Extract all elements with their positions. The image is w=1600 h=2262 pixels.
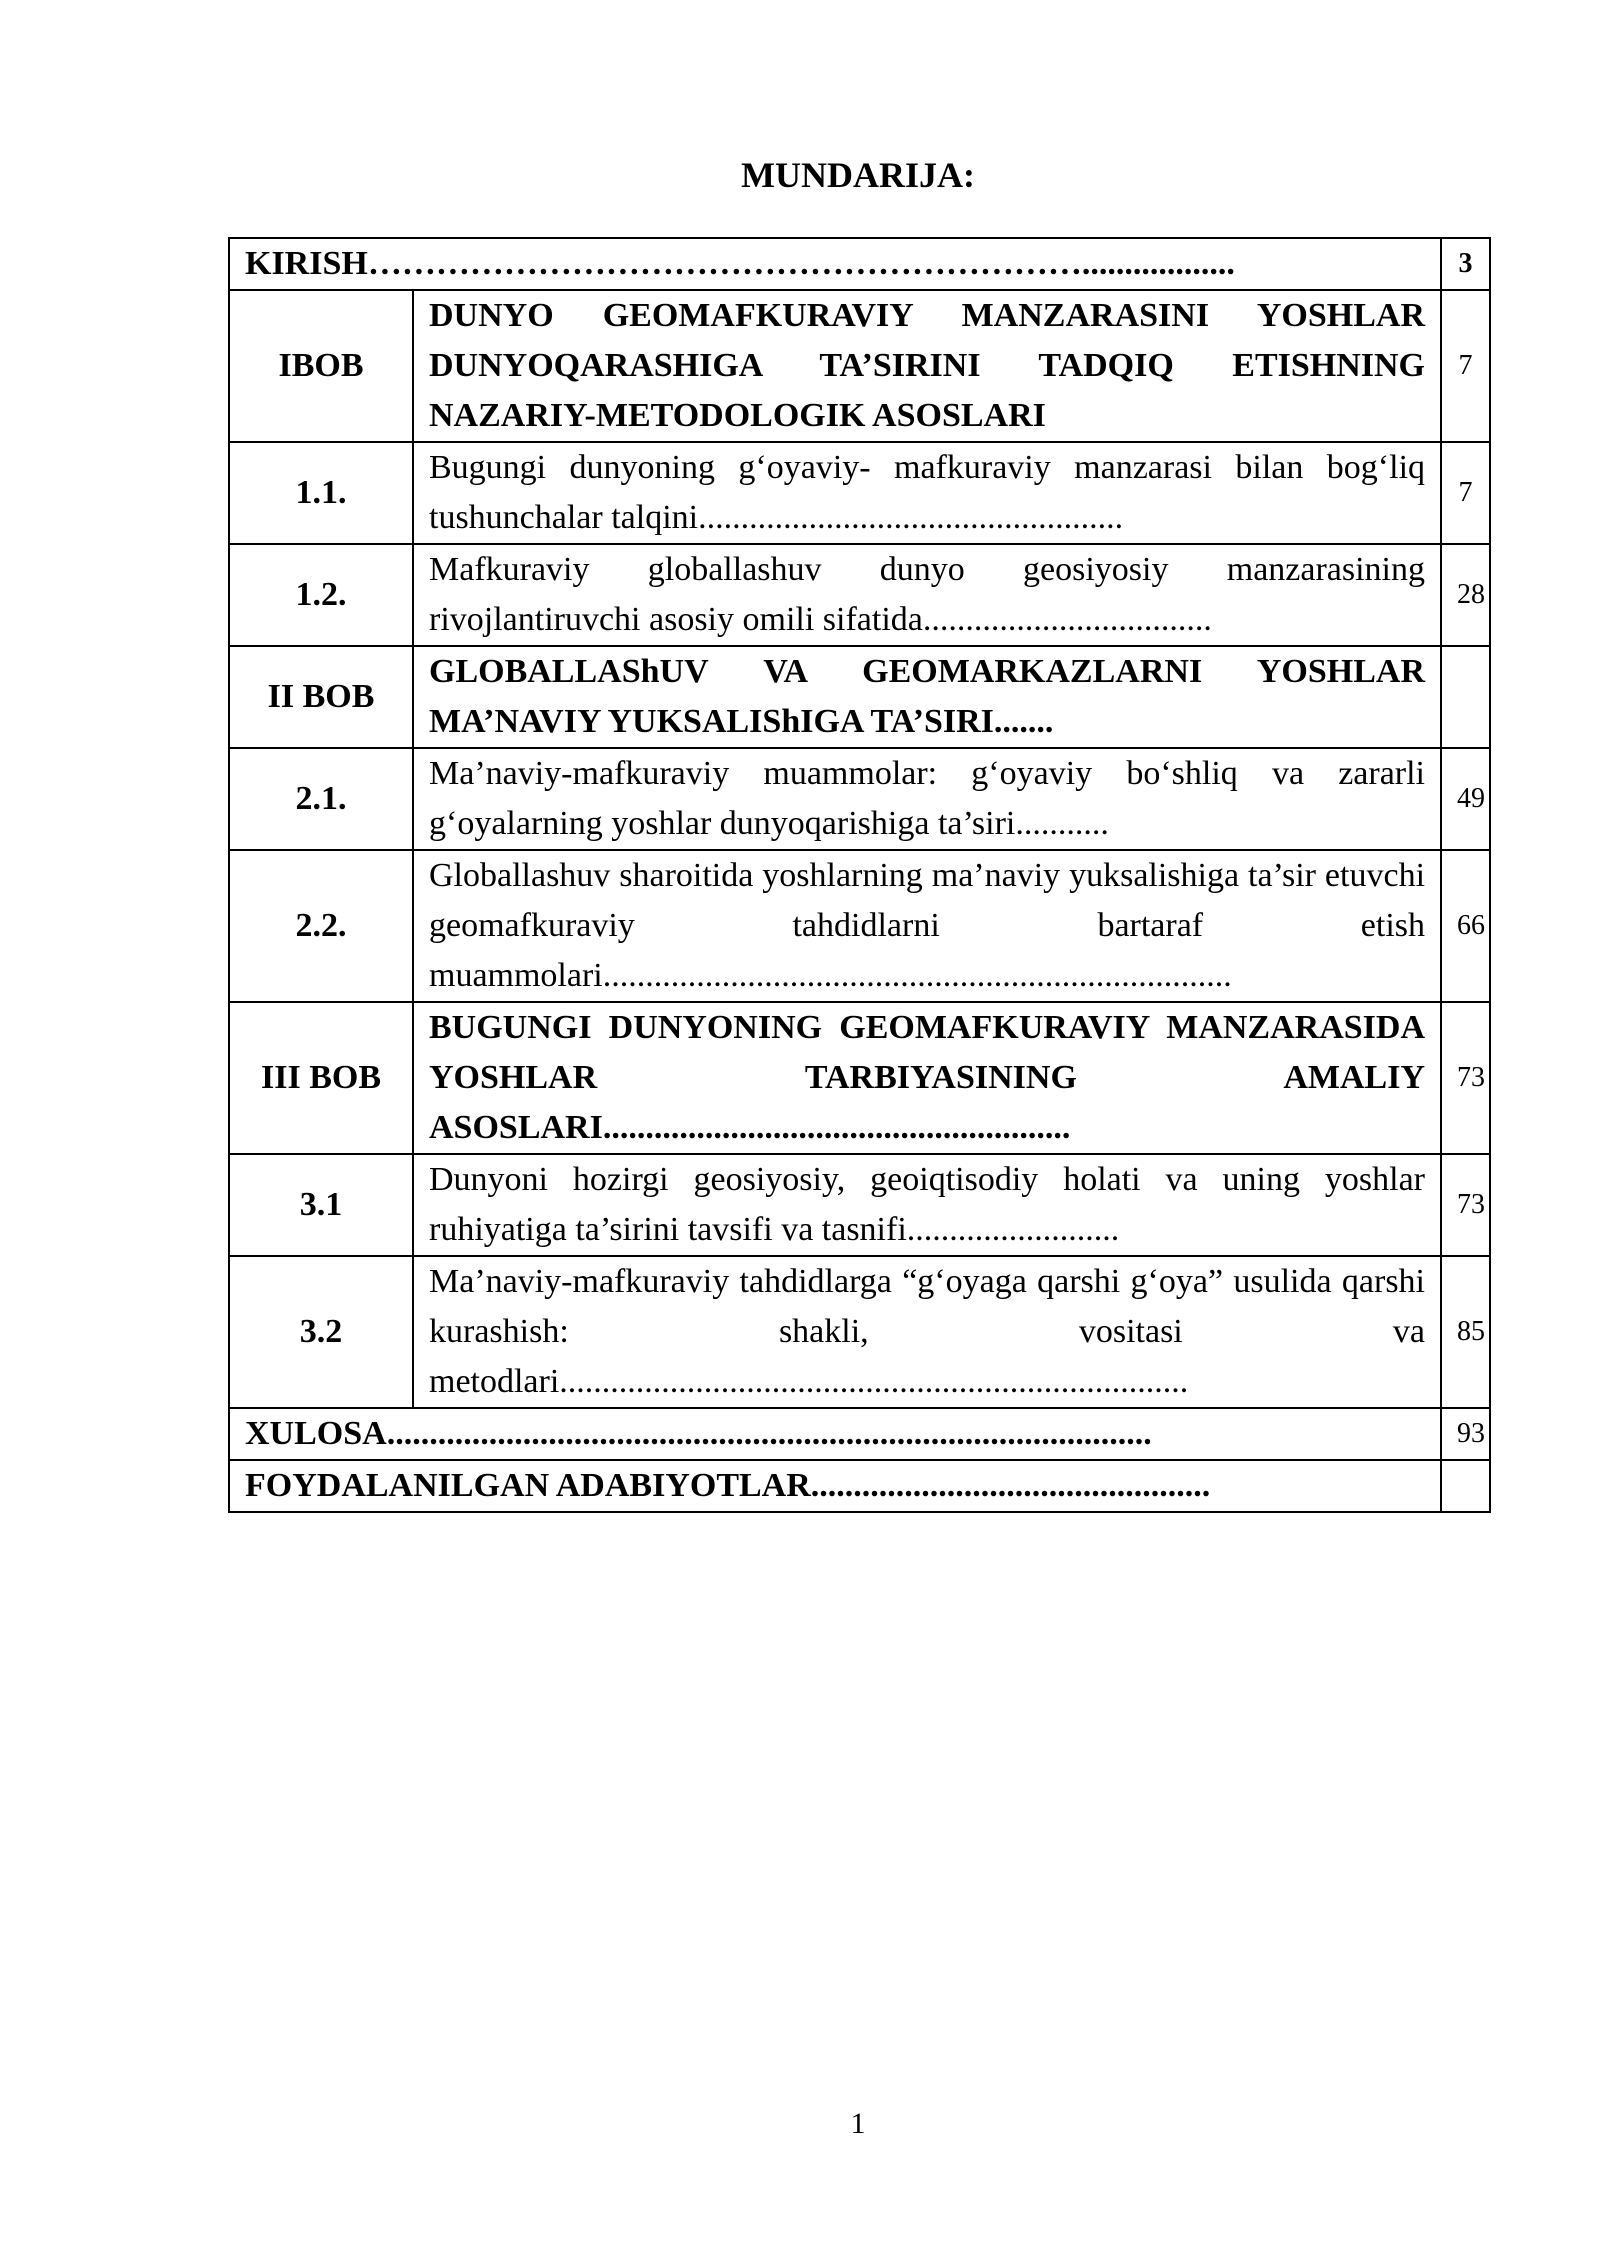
toc-section-number: III BOB — [229, 1002, 413, 1154]
toc-section-number: 2.2. — [229, 850, 413, 1002]
toc-row-section-1-1 — [229, 442, 1490, 544]
toc-entry-title: Ma’naviy-mafkuraviy muammolar: g‘oyaviy bo‘shliq va zararli g‘oyalarning yoshlar dunyoqarishiga ta’siri........... — [413, 748, 1441, 850]
toc-page-number — [1441, 1460, 1490, 1512]
toc-section-number: 1.1. — [229, 442, 413, 544]
toc-page-number: 73 — [1441, 1154, 1490, 1256]
toc-row-intro — [229, 238, 1490, 290]
toc-page-number: 93 — [1441, 1408, 1490, 1460]
toc-page-number: 3 — [1441, 238, 1490, 290]
toc-entry-title: FOYDALANILGAN ADABIYOTLAR............................................... — [229, 1460, 1441, 1512]
toc-section-number: 2.1. — [229, 748, 413, 850]
toc-section-number: 3.2 — [229, 1256, 413, 1408]
toc-entry-title: Ma’naviy-mafkuraviy tahdidlarga “g‘oyaga qarshi g‘oya” usulida qarshi kurashish: shakli, vositasi va metodlari.......................................................................... — [413, 1256, 1441, 1408]
toc-entry-title: KIRISH……………………………………………………….................. — [229, 238, 1441, 290]
toc-entry-title: XULOSA.......................................................................................... — [229, 1408, 1441, 1460]
toc-row-section-1-2 — [229, 544, 1490, 646]
toc-row-section-3-1 — [229, 1154, 1490, 1256]
toc-row-section-2-1 — [229, 748, 1490, 850]
toc-row-references — [229, 1460, 1490, 1512]
toc-row-section-2-2 — [229, 850, 1490, 1002]
table-of-contents — [228, 237, 1491, 1513]
toc-section-number: 1.2. — [229, 544, 413, 646]
toc-entry-title: GLOBALLAShUV VA GEOMARKAZLARNI YOSHLAR MA’NAVIY YUKSALIShIGA TA’SIRI....... — [413, 646, 1441, 748]
toc-entry-title: Dunyoni hozirgi geosiyosiy, geoiqtisodiy holati va uning yoshlar ruhiyatiga ta’sirini tavsifi va tasnifi......................... — [413, 1154, 1441, 1256]
toc-page-number: 28 — [1441, 544, 1490, 646]
toc-page-number: 7 — [1441, 442, 1490, 544]
toc-section-number: II BOB — [229, 646, 413, 748]
toc-entry-title: Globallashuv sharoitida yoshlarning ma’naviy yuksalishiga ta’sir etuvchi geomafkuraviy tahdidlarni bartaraf etish muammolari.......................................................................... — [413, 850, 1441, 1002]
toc-page-number: 7 — [1441, 290, 1490, 442]
toc-row-chapter-3 — [229, 1002, 1490, 1154]
toc-entry-title: BUGUNGI DUNYONING GEOMAFKURAVIY MANZARASIDA YOSHLAR TARBIYASINING AMALIY ASOSLARI....................................................... — [413, 1002, 1441, 1154]
toc-row-chapter-1 — [229, 290, 1490, 442]
toc-entry-title: Mafkuraviy globallashuv dunyo geosiyosiy manzarasining rivojlantiruvchi asosiy omili sifatida.................................. — [413, 544, 1441, 646]
toc-section-number: IBOB — [229, 290, 413, 442]
toc-page-number: 49 — [1441, 748, 1490, 850]
toc-row-section-3-2 — [229, 1256, 1490, 1408]
toc-entry-title: DUNYO GEOMAFKURAVIY MANZARASINI YOSHLAR DUNYOQARASHIGA TA’SIRINI TADQIQ ETISHNING NAZARIY-METODOLOGIK ASOSLARI — [413, 290, 1441, 442]
toc-section-number: 3.1 — [229, 1154, 413, 1256]
toc-row-conclusion — [229, 1408, 1490, 1460]
toc-page-number: 85 — [1441, 1256, 1490, 1408]
toc-page-number — [1441, 646, 1490, 748]
toc-entry-title: Bugungi dunyoning g‘oyaviy- mafkuraviy manzarasi bilan bog‘liq tushunchalar talqini.................................................. — [413, 442, 1441, 544]
toc-page-number: 66 — [1441, 850, 1490, 1002]
page-number: 1 — [850, 2107, 866, 2140]
toc-page-number: 73 — [1441, 1002, 1490, 1154]
toc-row-chapter-2 — [229, 646, 1490, 748]
page-title: MUNDARIJA: — [741, 155, 975, 195]
